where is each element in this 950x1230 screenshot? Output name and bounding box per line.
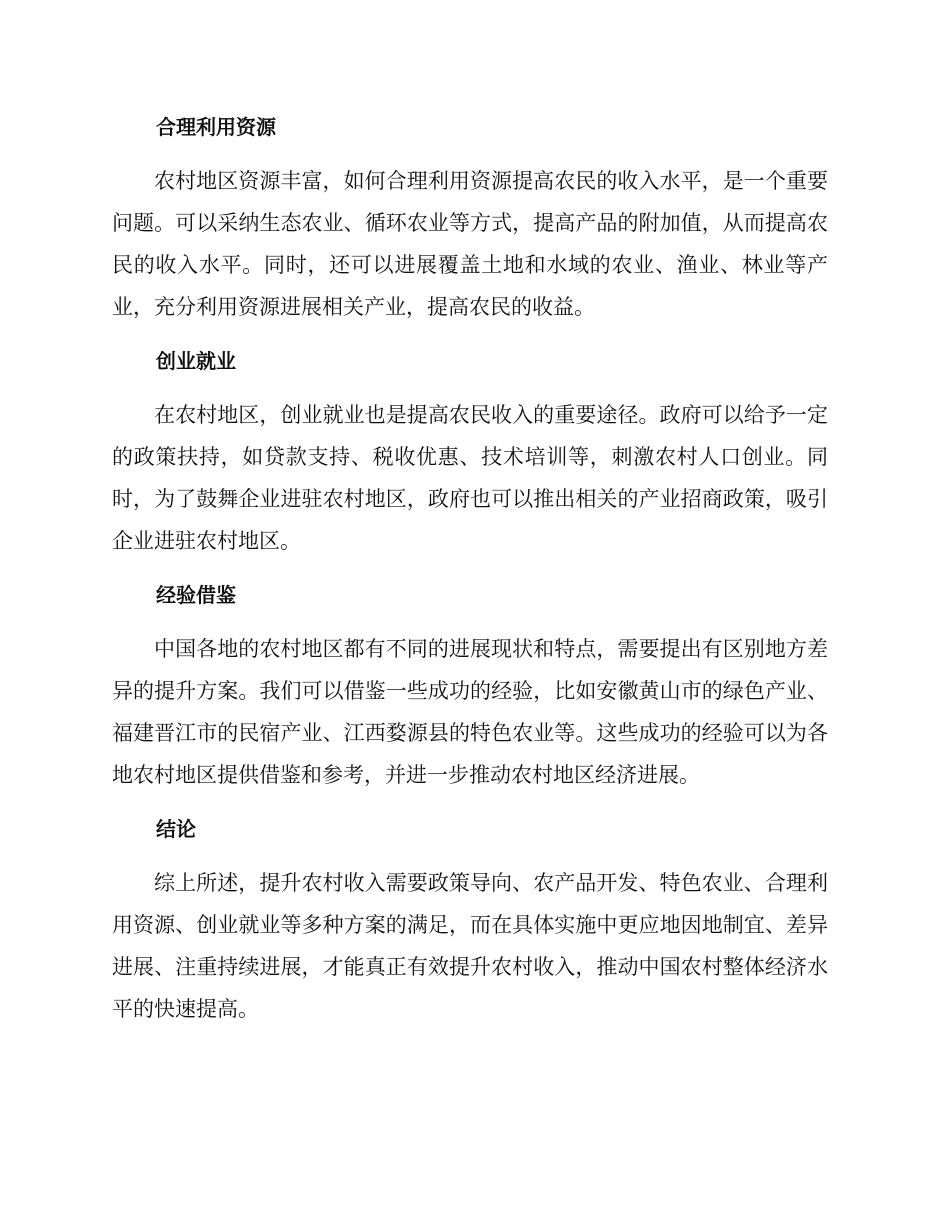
section-body-experience: 中国各地的农村地区都有不同的进展现状和特点，需要提出有区别地方差异的提升方案。我们可以借鉴一些成功的经验，比如安徽黄山市的绿色产业、福建晋江市的民宿产业、江西婺源县的特色农业等。这些成功的经验可以为各地农村地区提供借鉴和参考，并进一步推动农村地区经济进展。 [112,637,828,787]
section-heading-entrepreneurship: 创业就业 [156,349,236,373]
section-body-resources: 农村地区资源丰富，如何合理利用资源提高农民的收入水平，是一个重要问题。可以采纳生态农业、循环农业等方式，提高产品的附加值，从而提高农民的收入水平。同时，还可以进展覆盖土地和水域的农业、渔业、林业等产业，充分利用资源进展相关产业，提高农民的收益。 [112,169,828,319]
document-page [112,106,828,1042]
section-body-entrepreneurship: 在农村地区，创业就业也是提高农民收入的重要途径。政府可以给予一定的政策扶持，如贷款支持、税收优惠、技术培训等，刺激农村人口创业。同时，为了鼓舞企业进驻农村地区，政府也可以推出相关的产业招商政策，吸引企业进驻农村地区。 [112,403,828,553]
section-heading-experience: 经验借鉴 [156,583,236,607]
section-heading-conclusion: 结论 [156,817,196,841]
section-heading-resources: 合理利用资源 [156,115,276,139]
section-body-conclusion: 综上所述，提升农村收入需要政策导向、农产品开发、特色农业、合理利用资源、创业就业等多种方案的满足，而在具体实施中更应地因地制宜、差异进展、注重持续进展，才能真正有效提升农村收入，推动中国农村整体经济水平的快速提高。 [112,871,828,1021]
